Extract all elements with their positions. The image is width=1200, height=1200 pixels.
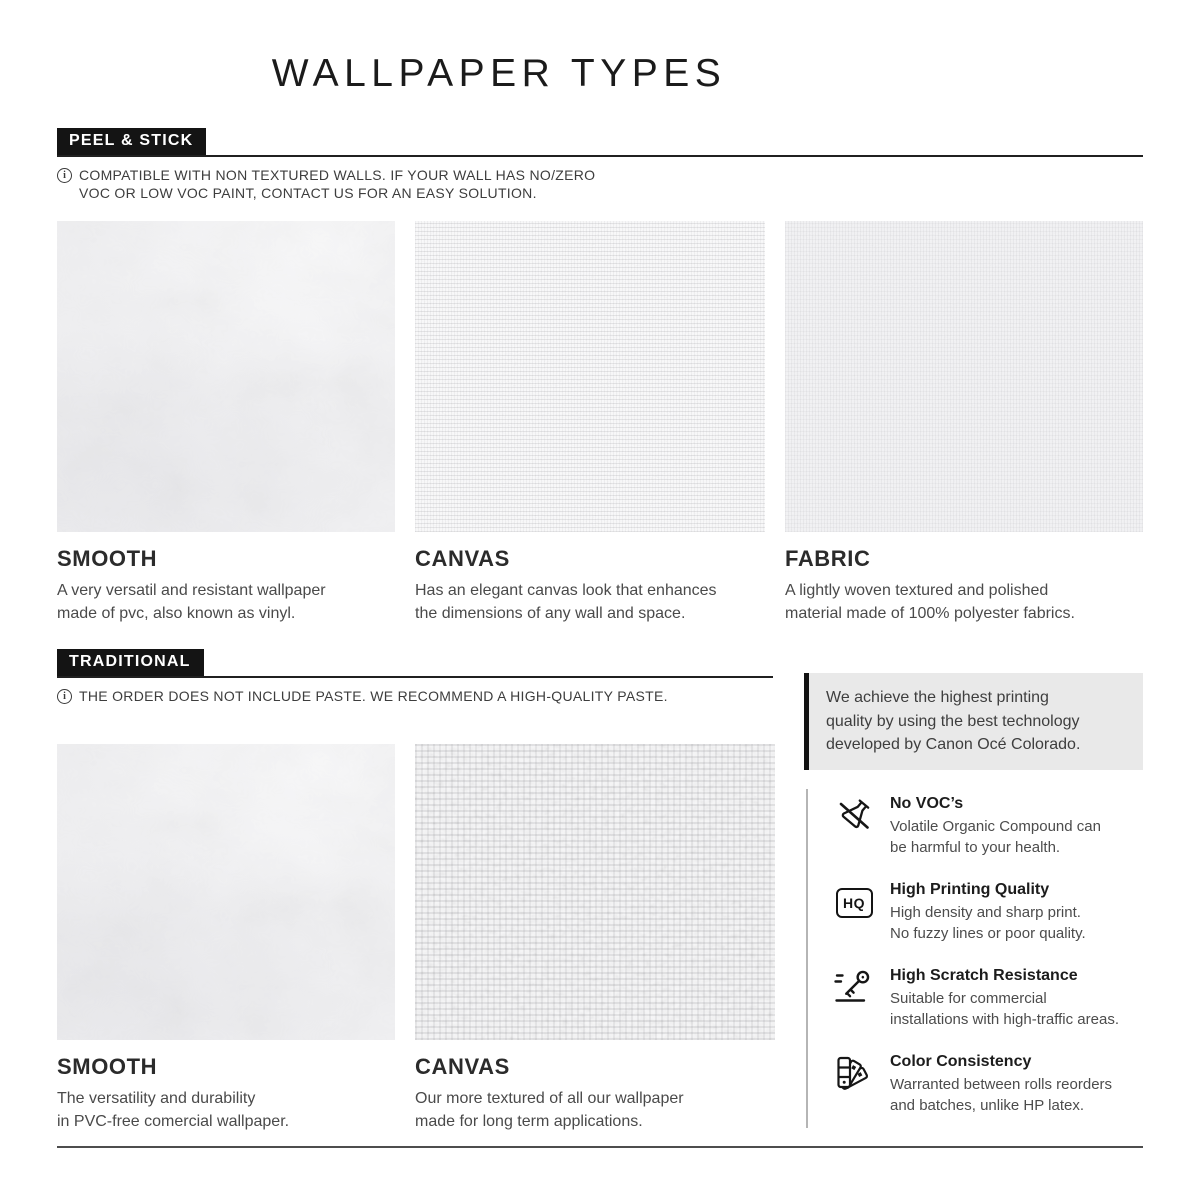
swatch-title: FABRIC <box>785 546 871 571</box>
scratch-key-icon <box>834 967 874 1007</box>
hq-badge-icon: HQ <box>834 881 874 921</box>
traditional-section-header <box>57 649 773 678</box>
swatch-desc-line: in PVC-free comercial wallpaper. <box>57 1113 290 1130</box>
swatch-desc-line: made for long term applications. <box>415 1113 643 1130</box>
feature-list <box>806 789 1160 1128</box>
peel-stick-samples-row <box>57 221 1143 625</box>
feature-desc-line: installations with high-traffic areas. <box>890 1010 1119 1028</box>
swatch-title: CANVAS <box>415 546 510 571</box>
bottom-divider <box>57 1146 1143 1148</box>
feature-title: High Printing Quality <box>890 881 1050 898</box>
note-line: COMPATIBLE WITH NON TEXTURED WALLS. IF YOUR WALL HAS NO/ZERO <box>79 167 596 183</box>
swatch-desc-line: the dimensions of any wall and space. <box>415 605 686 622</box>
feature-title: No VOC’s <box>890 795 964 812</box>
coarse-canvas-texture-sample <box>415 744 775 1040</box>
color-swatches-icon <box>834 1053 874 1093</box>
swatch-card-smooth <box>57 221 395 625</box>
peel-stick-section-header <box>57 128 1143 157</box>
feature-desc-line: No fuzzy lines or poor quality. <box>890 924 1086 942</box>
swatch-title: SMOOTH <box>57 546 158 571</box>
printing-quality-quote <box>804 673 1143 770</box>
feature-high-scratch-resistance <box>834 967 1160 1030</box>
smooth-texture-sample <box>57 744 395 1040</box>
note-line: VOC OR LOW VOC PAINT, CONTACT US FOR AN EASY SOLUTION. <box>79 184 537 201</box>
feature-title: Color Consistency <box>890 1053 1032 1070</box>
feature-desc-line: High density and sharp print. <box>890 904 1081 921</box>
peel-stick-note <box>57 167 757 202</box>
feature-desc-line: be harmful to your health. <box>890 838 1061 856</box>
feature-high-printing-quality <box>834 881 1160 944</box>
quote-line: We achieve the highest printing <box>826 689 1049 706</box>
swatch-desc-line: made of pvc, also known as vinyl. <box>57 605 296 622</box>
feature-desc-line: Suitable for commercial <box>890 990 1047 1007</box>
fabric-texture-sample <box>785 221 1143 532</box>
swatch-title: CANVAS <box>415 1054 510 1079</box>
swatch-card-smooth <box>57 744 395 1133</box>
feature-desc-line: Warranted between rolls reorders <box>890 1076 1113 1093</box>
swatch-desc-line: A lightly woven textured and polished <box>785 582 1049 599</box>
quote-line: quality by using the best technology <box>826 712 1080 730</box>
traditional-badge: TRADITIONAL <box>57 649 204 676</box>
feature-desc-line: and batches, unlike HP latex. <box>890 1096 1085 1114</box>
info-icon: i <box>57 689 72 704</box>
feature-title: High Scratch Resistance <box>890 967 1078 984</box>
peel-stick-badge: PEEL & STICK <box>57 128 206 155</box>
swatch-desc-line: The versatility and durability <box>57 1090 256 1107</box>
swatch-desc-line: Has an elegant canvas look that enhances <box>415 582 717 599</box>
quote-line: developed by Canon Océ Colorado. <box>826 736 1081 753</box>
canvas-texture-sample <box>415 221 765 532</box>
info-icon: i <box>57 168 72 183</box>
feature-color-consistency <box>834 1053 1160 1116</box>
feature-desc-line: Volatile Organic Compound can <box>890 818 1101 835</box>
note-line: THE ORDER DOES NOT INCLUDE PASTE. WE RECOMMEND A HIGH-QUALITY PASTE. <box>79 688 668 704</box>
swatch-card-canvas <box>415 221 765 625</box>
swatch-title: SMOOTH <box>57 1054 158 1079</box>
swatch-card-canvas <box>415 744 775 1133</box>
feature-no-vocs <box>834 795 1160 858</box>
swatch-card-fabric <box>785 221 1143 625</box>
traditional-samples-row <box>57 744 775 1133</box>
swatch-desc-line: A very versatil and resistant wallpaper <box>57 582 326 599</box>
traditional-note <box>57 688 777 706</box>
swatch-desc-line: material made of 100% polyester fabrics. <box>785 605 1075 622</box>
no-voc-flask-icon <box>834 795 874 835</box>
smooth-texture-sample <box>57 221 395 532</box>
swatch-desc-line: Our more textured of all our wallpaper <box>415 1090 684 1107</box>
page-title: WALLPAPER TYPES <box>271 52 727 95</box>
